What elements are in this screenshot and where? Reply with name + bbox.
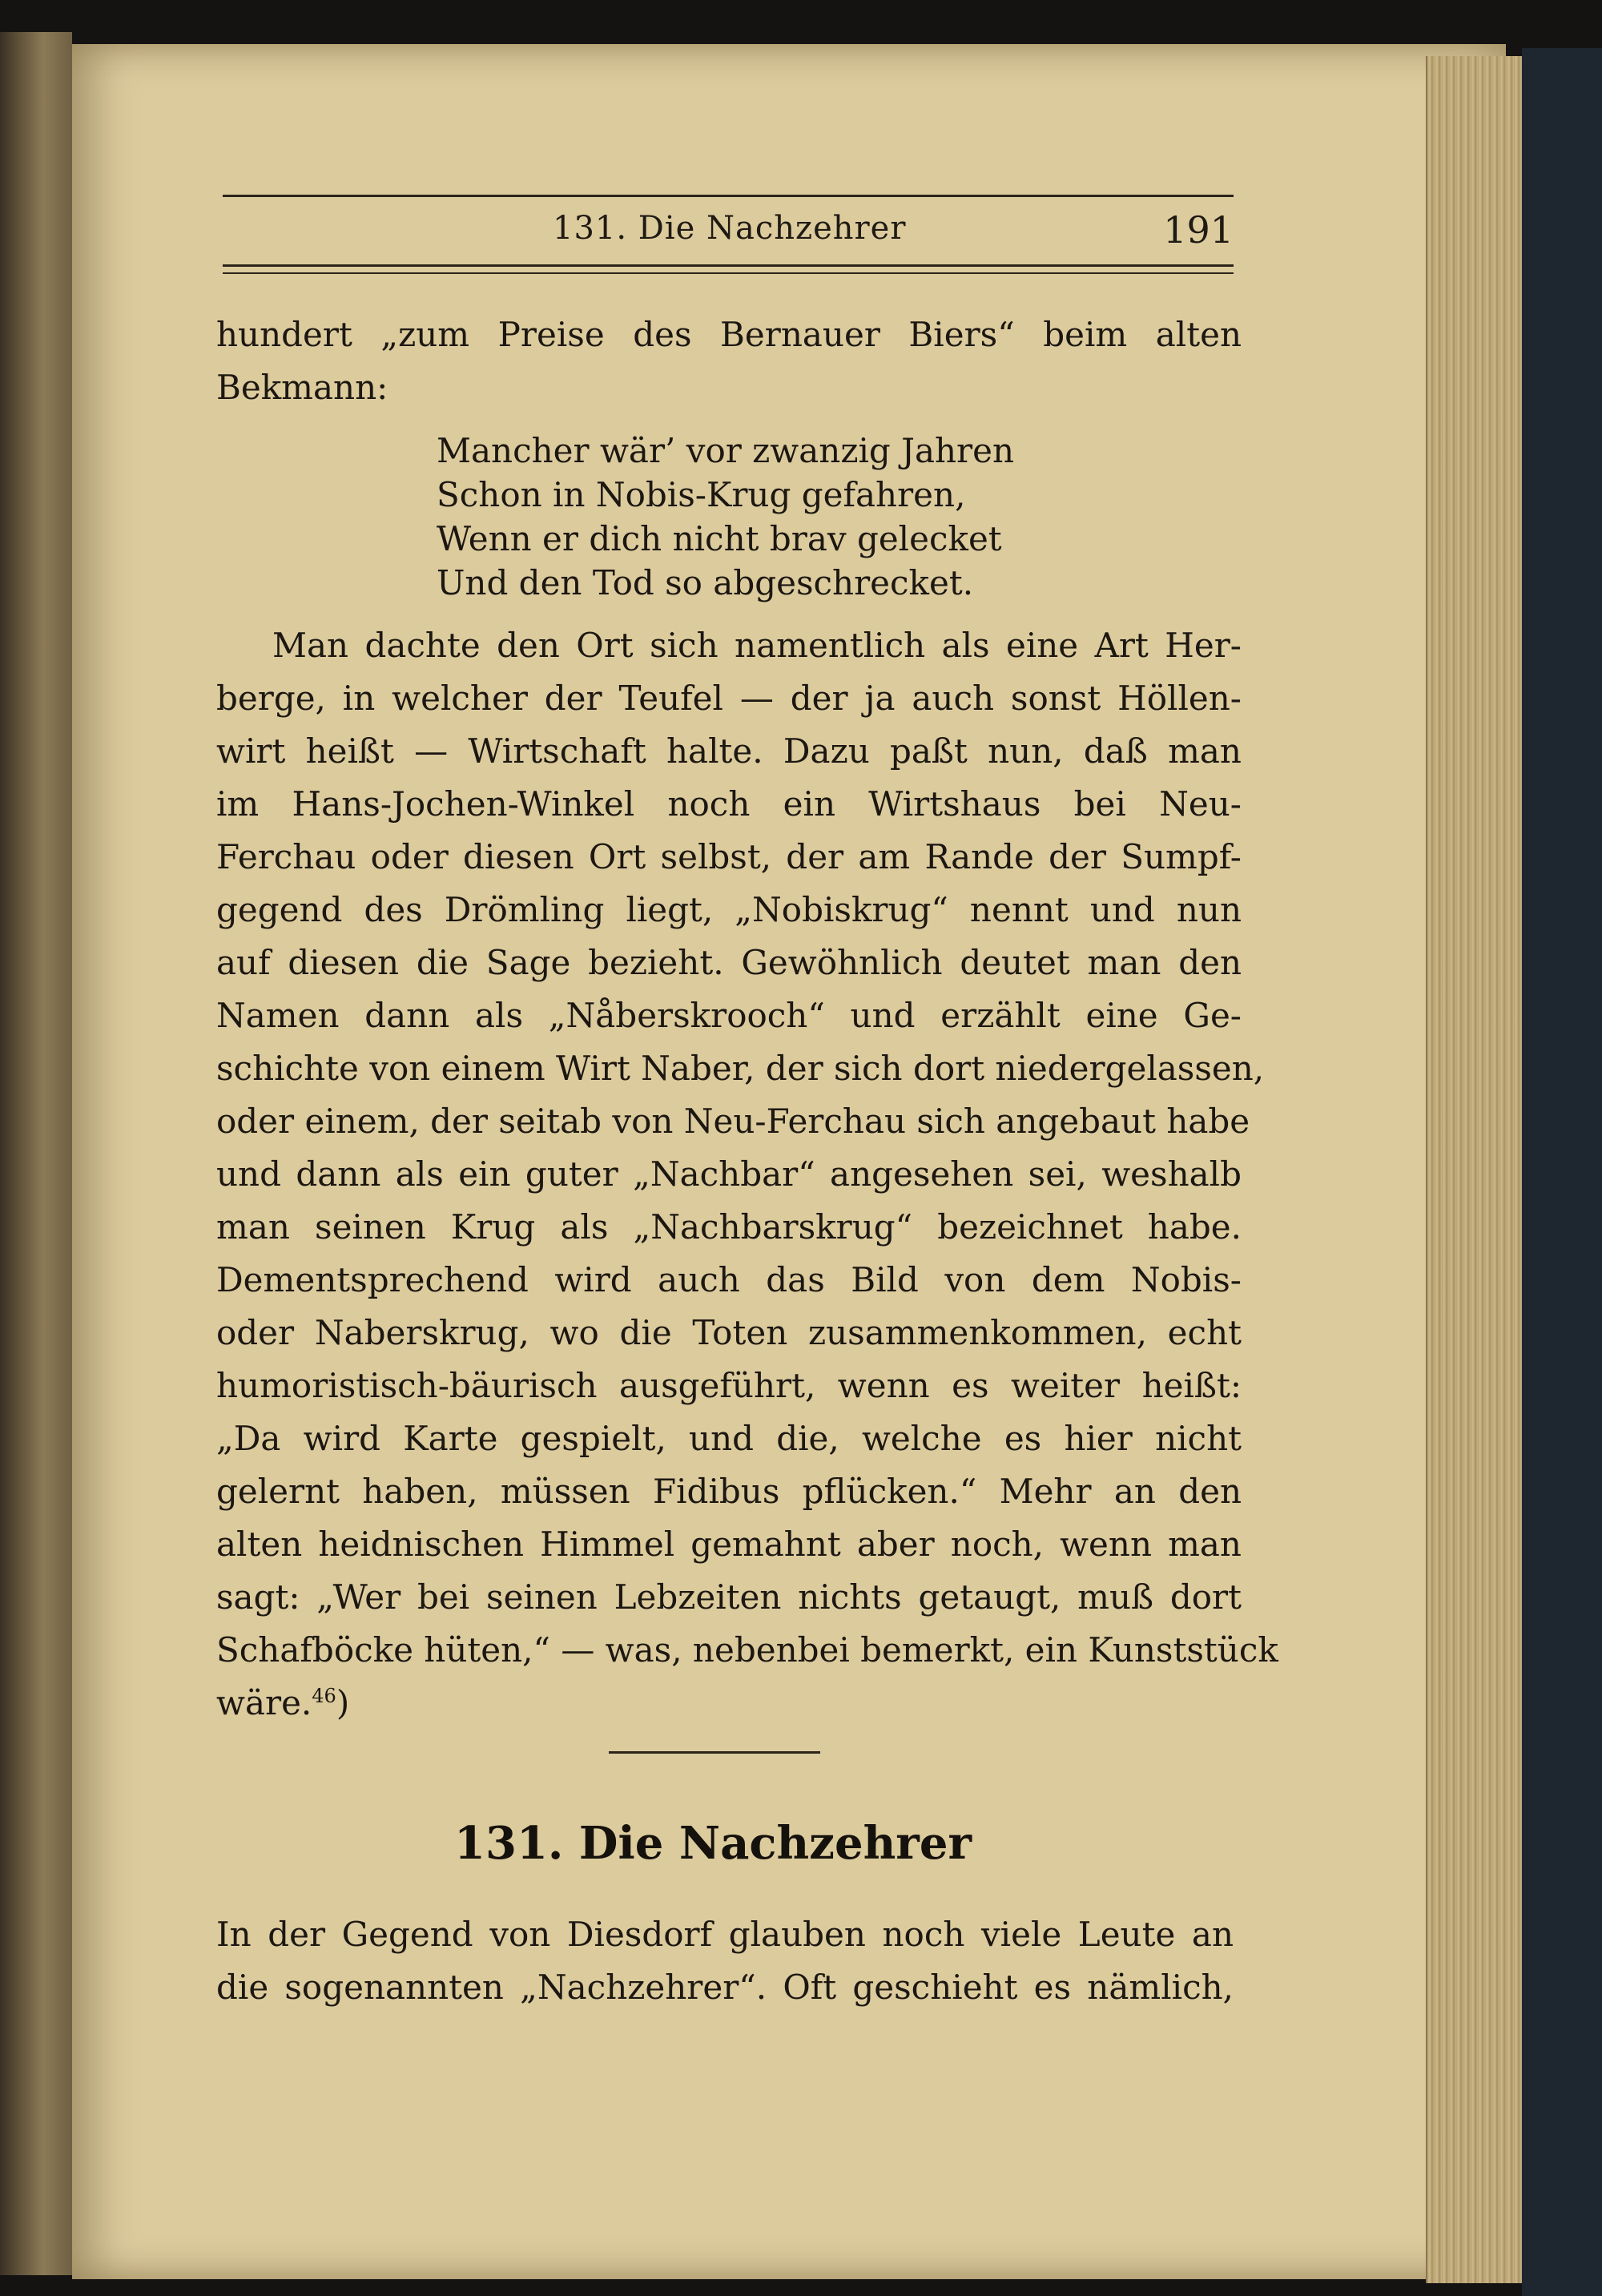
verse-line: Wenn er dich nicht brav gelecket xyxy=(437,519,1002,558)
text-line: gegend des Drömling liegt, „Nobiskrug“ nennt und nun xyxy=(216,890,1242,929)
running-title: 131. Die Nachzehrer xyxy=(553,210,907,247)
verse-line: Schon in Nobis-Krug gefahren, xyxy=(437,475,966,514)
text-line: hundert „zum Preise des Bernauer Biers“ beim alten xyxy=(216,315,1242,354)
verse-line: Und den Tod so abgeschrecket. xyxy=(437,563,974,602)
verse-block xyxy=(437,429,1238,605)
header-rule-bottom-thin xyxy=(223,272,1234,274)
text-line: Dementsprechend wird auch das Bild von dem Nobis- xyxy=(216,1260,1242,1299)
section-separator xyxy=(609,1751,820,1754)
text-line: und dann als ein guter „Nachbar“ angesehen sei, weshalb xyxy=(216,1154,1242,1194)
text-line: Bekmann: xyxy=(216,368,388,407)
main-text xyxy=(216,308,1278,1730)
section-heading: 131. Die Nachzehrer xyxy=(454,1817,972,1870)
text-line: schichte von einem Wirt Naber, der sich dort niedergelassen, xyxy=(216,1049,1265,1088)
text-line: Man dachte den Ort sich namentlich als eine Art Her- xyxy=(272,626,1242,665)
text-line: humoristisch-bäurisch ausgeführt, wenn es weiter heißt: xyxy=(216,1366,1242,1405)
text-line xyxy=(216,1677,1242,1730)
page-fore-edge xyxy=(1426,56,1524,2283)
text-line: wirt heißt — Wirtschaft halte. Dazu paßt nun, daß man xyxy=(216,731,1242,771)
text-line: im Hans-Jochen-Winkel noch ein Wirtshaus bei Neu- xyxy=(216,784,1242,824)
section-text xyxy=(216,1908,1234,2014)
text-line: Schafböcke hüten,“ — was, nebenbei bemerkt, ein Kunststück xyxy=(216,1630,1278,1670)
text-line: „Da wird Karte gespielt, und die, welche es hier nicht xyxy=(216,1419,1242,1458)
verse-line: Mancher wär’ vor zwanzig Jahren xyxy=(437,431,1015,470)
footnote-reference: 46 xyxy=(312,1685,336,1707)
text-line: oder Naberskrug, wo die Toten zusammenkommen, echt xyxy=(216,1313,1242,1352)
book-cover xyxy=(1522,48,1602,2296)
text-line: berge, in welcher der Teufel — der ja auch sonst Höllen- xyxy=(216,679,1242,718)
text-line: gelernt haben, müssen Fidibus pflücken.“ Mehr an den xyxy=(216,1472,1242,1511)
text-line: auf diesen die Sage bezieht. Gewöhnlich deutet man den xyxy=(216,943,1242,982)
header-rule-bottom xyxy=(223,264,1234,267)
text-line: die sogenannten „Nachzehrer“. Oft geschieht es nämlich, xyxy=(216,1968,1234,2007)
text-line: Ferchau oder diesen Ort selbst, der am Rande der Sumpf- xyxy=(216,837,1242,876)
page-number: 191 xyxy=(1163,208,1234,252)
header-rule-top xyxy=(223,195,1234,197)
text-line: alten heidnischen Himmel gemahnt aber noch, wenn man xyxy=(216,1525,1242,1564)
text-fragment: wäre. xyxy=(216,1683,312,1722)
text-fragment: ) xyxy=(336,1683,350,1722)
text-line: Namen dann als „Nåberskrooch“ und erzählt eine Ge- xyxy=(216,996,1242,1035)
text-line: man seinen Krug als „Nachbarskrug“ bezeichnet habe. xyxy=(216,1207,1242,1247)
text-line: sagt: „Wer bei seinen Lebzeiten nichts getaugt, muß dort xyxy=(216,1577,1242,1617)
text-line: oder einem, der seitab von Neu-Ferchau sich angebaut habe xyxy=(216,1102,1250,1141)
facing-page-edge xyxy=(0,32,72,2275)
text-line: In der Gegend von Diesdorf glauben noch viele Leute an xyxy=(216,1915,1234,1954)
